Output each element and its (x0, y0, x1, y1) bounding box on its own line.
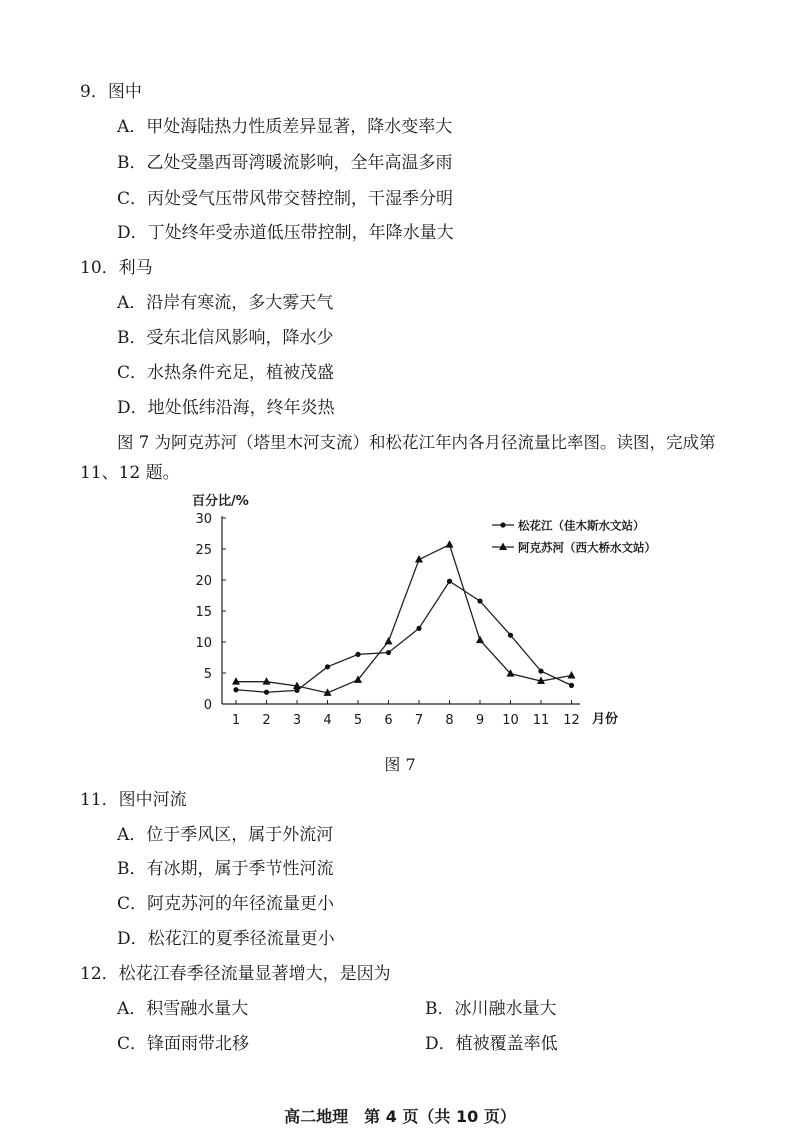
question-10-option-c: C．水热条件充足，植被茂盛 (117, 363, 335, 383)
series-2-point (568, 671, 576, 679)
x-tick-label: 6 (384, 713, 393, 728)
question-11-option-b: B．有冰期，属于季节性河流 (117, 859, 334, 879)
y-tick-label: 25 (195, 543, 212, 558)
legend-label: 阿克苏河（西大桥水文站） (518, 540, 656, 555)
x-tick-label: 11 (532, 713, 550, 728)
x-tick-label: 10 (502, 713, 519, 728)
series-1-point (355, 652, 360, 657)
series-line-2 (236, 545, 572, 693)
series-1-point (447, 579, 452, 584)
question-12-option-d: D．植被覆盖率低 (425, 1034, 558, 1054)
y-tick-label: 20 (195, 574, 212, 589)
x-tick-label: 1 (231, 713, 241, 728)
question-12-option-b: B．冰川融水量大 (425, 999, 557, 1019)
question-11-stem: 11．图中河流 (80, 790, 187, 810)
series-2-point (385, 637, 393, 645)
y-tick-label: 10 (195, 636, 212, 651)
y-tick-label: 30 (195, 512, 212, 527)
question-11-option-d: D．松花江的夏季径流量更小 (117, 929, 335, 949)
series-1-point (325, 664, 330, 669)
question-12-stem: 12．松花江春季径流量显著增大，是因为 (80, 964, 391, 984)
x-tick-label: 3 (292, 713, 302, 728)
chart-legend (492, 519, 656, 555)
series-2-point (476, 636, 484, 644)
x-tick-label: 2 (262, 713, 271, 728)
series-1-point (538, 669, 543, 674)
x-axis-label: 月份 (592, 712, 619, 727)
y-axis-label: 百分比/% (192, 494, 249, 509)
legend-label: 松花江（佳木斯水文站） (518, 518, 645, 533)
question-10-option-d: D．地处低纬沿海，终年炎热 (117, 398, 335, 418)
legend-marker (499, 543, 507, 551)
y-tick-label: 0 (203, 698, 212, 713)
series-1-point (416, 626, 421, 631)
figure-intro-line-1: 图 7 为阿克苏河（塔里木河支流）和松花江年内各月径流量比率图。读图，完成第 (117, 433, 716, 452)
question-10-stem: 10．利马 (80, 258, 153, 278)
series-1-point (569, 683, 574, 688)
series-2-point (446, 540, 454, 548)
x-tick-label: 12 (563, 713, 580, 728)
question-11-option-a: A．位于季风区，属于外流河 (117, 825, 334, 845)
x-tick-label: 9 (475, 713, 485, 728)
figure-intro-line-2: 11、12 题。 (80, 463, 180, 483)
series-1-point (233, 687, 238, 692)
question-9-option-b: B．乙处受墨西哥湾暖流影响，全年高温多雨 (117, 153, 453, 173)
question-9-option-c: C．丙处受气压带风带交替控制，干湿季分明 (117, 189, 454, 209)
question-12-option-c: C．锋面雨带北移 (117, 1034, 250, 1054)
question-9-stem: 9．图中 (80, 82, 142, 102)
series-1-point (264, 690, 269, 695)
y-tick-label: 5 (203, 667, 212, 682)
runoff-ratio-chart (180, 488, 660, 733)
question-9-option-d: D．丁处终年受赤道低压带控制，年降水量大 (117, 223, 454, 243)
x-tick-label: 8 (445, 713, 454, 728)
chart-series (232, 540, 576, 696)
x-tick-label: 5 (353, 713, 363, 728)
x-tick-label: 4 (323, 713, 332, 728)
series-1-point (508, 633, 513, 638)
page-footer: 高二地理 第 4 页（共 10 页） (284, 1107, 516, 1126)
legend-marker (500, 522, 505, 527)
y-tick-label: 15 (195, 605, 212, 620)
question-10-option-a: A．沿岸有寒流，多大雾天气 (117, 293, 334, 313)
question-10-option-b: B．受东北信风影响，降水少 (117, 328, 334, 348)
series-1-point (386, 650, 391, 655)
question-12-option-a: A．积雪融水量大 (117, 999, 249, 1019)
series-2-point (263, 677, 271, 685)
series-1-point (477, 598, 482, 603)
question-9-option-a: A．甲处海陆热力性质差异显著，降水变率大 (117, 117, 453, 137)
figure-caption: 图 7 (384, 755, 416, 774)
question-11-option-c: C．阿克苏河的年径流量更小 (117, 894, 335, 914)
series-2-point (232, 677, 240, 685)
x-tick-label: 7 (414, 713, 424, 728)
